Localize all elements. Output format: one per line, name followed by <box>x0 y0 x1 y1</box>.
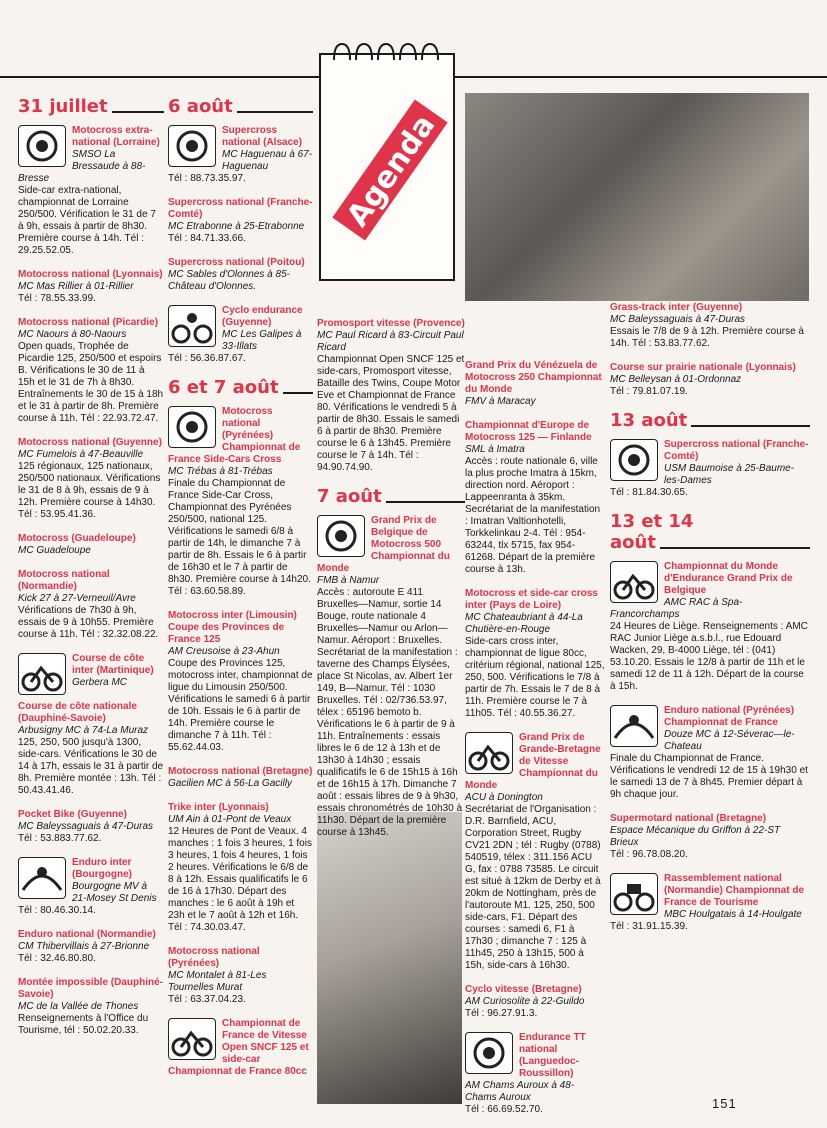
event-item <box>168 1018 313 1078</box>
event-description: Renseignements à l'Office du Tourisme, tél : 50.02.20.33. <box>18 1013 149 1036</box>
event-description: Tél : 66.69.52.70. <box>465 1104 543 1115</box>
event-organizer: ACU à Donington <box>465 792 543 803</box>
event-organizer: UM Ain à 01-Pont de Veaux <box>168 814 292 825</box>
event-title: Grand Prix de Belgique de Motocross 500 Championnat du Monde <box>317 515 450 574</box>
event-item <box>610 439 810 499</box>
event-organizer: FMB à Namur <box>317 575 380 586</box>
page-number: 151 <box>712 1096 737 1111</box>
event-organizer: Douze MC à 12-Séverac—le-Chateau <box>664 729 795 752</box>
event-organizer: Bourgogne MV à 21-Mosey St Denis <box>72 881 157 904</box>
enduro-rider-icon <box>18 857 66 899</box>
event-description: Side-cars cross inter, championnat de ligue 80cc, critérium régional, national 125, 250, 500. Vérifications le 7/8 à partir de 7h. Essais le 7 de 8 à 11h. Première course le 7 à 11h05. Tél : 40.55.36.27. <box>465 636 605 719</box>
event-item <box>168 125 313 185</box>
event-item <box>18 653 164 689</box>
event-description: Tél : 31.91.15.39. <box>610 921 688 932</box>
event-item <box>465 588 605 720</box>
event-organizer: CM Thibervillais à 27-Brionne <box>18 941 150 952</box>
event-item <box>465 984 605 1020</box>
event-description: Tél : 84.71.33.66. <box>168 233 246 244</box>
event-organizer: AM Chams Auroux à 48-Chams Auroux <box>465 1080 575 1103</box>
event-organizer: MC Les Galipes à 33-Illats <box>222 329 302 352</box>
event-title: Rassemblement national (Normandie) Championnat de France de Tourisme <box>664 873 805 908</box>
event-item <box>18 809 164 845</box>
event-description: Tél : 32.46.80.80. <box>18 953 96 964</box>
event-title: Course de côte nationale (Dauphiné-Savoie) <box>18 701 137 724</box>
event-description: Coupe des Provinces 125, motocross inter, championnat de ligue du Limousin 250/500. Vérifications le samedi 6 à partir de 10h. Essais le 6 à partir de 14h. Première course le dimanche 7 à 11h. Tél : 55.62.44.03. <box>168 658 313 753</box>
event-item <box>465 1032 605 1116</box>
event-title: Trike inter (Lyonnais) <box>168 802 269 813</box>
event-organizer: USM Baumoise à 25-Baume-les-Dames <box>664 463 795 486</box>
event-organizer: MC Haguenau à 67-Haguenau <box>222 149 313 172</box>
enduro-rider-icon <box>610 705 658 747</box>
event-organizer: Espace Mécanique du Griffon à 22-ST Brieux <box>610 825 781 848</box>
sport-bike-icon <box>18 653 66 695</box>
event-organizer: MC Trébas à 81-Trébas <box>168 466 273 477</box>
event-item <box>317 515 465 839</box>
event-description: Accès : route nationale 6, ville la plus proche Imatra à 15km, direction nord. Aéroport : Lappeenranta à 35km. Secrétariat de la manifestation : Imatran Valtionhotelli, Torkkelinkau 2-4. Tél : 954-63244, tlx 5715, fax 954-61268. Départ de la première course à 13h. <box>465 456 601 575</box>
event-title: Pocket Bike (Guyenne) <box>18 809 127 820</box>
event-description: Vérifications de 7h30 à 9h, essais de 9 à 10h55. Première course à 11h. Tél : 32.32.08.22. <box>18 605 159 640</box>
event-title: Supercross national (Poitou) <box>168 257 305 268</box>
motocross-helmet-icon <box>317 515 365 557</box>
event-title: Motocross national (Pyrénées) <box>168 946 260 969</box>
event-title: Motocross extra-national (Lorraine) <box>72 125 160 148</box>
event-item <box>610 561 810 693</box>
event-item <box>18 857 164 917</box>
event-item <box>168 197 313 245</box>
event-item <box>18 977 164 1037</box>
event-title: Supercross national (Franche-Comté) <box>168 197 313 220</box>
event-title: Course de côte inter (Martinique) <box>72 653 154 676</box>
event-title: Championnat de France de Vitesse Open SNCF 125 et side-car Championnat de France 80cc <box>168 1018 309 1077</box>
date-heading: 13 août <box>610 410 810 431</box>
date-heading: 6 août <box>168 96 313 117</box>
event-item <box>465 360 605 408</box>
agenda-notepad-icon <box>312 40 462 290</box>
event-description: Tél : 88.73.35.97. <box>168 173 246 184</box>
event-item <box>610 302 810 350</box>
event-item <box>610 362 810 398</box>
event-organizer: MC Sables d'Olonnes à 85-Château d'Olonnes. <box>168 269 290 292</box>
sport-bike-icon <box>168 1018 216 1060</box>
event-organizer: MC Montalet à 81-Les Tournelles Murat <box>168 970 267 993</box>
event-organizer: Gerbera MC <box>72 677 128 688</box>
event-organizer: MC Mas Rillier à 01-Rillier <box>18 281 134 292</box>
event-item <box>168 946 313 1006</box>
event-item <box>168 305 313 365</box>
event-title: Cyclo vitesse (Bretagne) <box>465 984 582 995</box>
event-item <box>168 257 313 293</box>
event-title: Course sur prairie nationale (Lyonnais) <box>610 362 796 373</box>
event-item <box>18 701 164 797</box>
event-organizer: AM Creusoise à 23-Ahun <box>168 646 280 657</box>
event-title: Enduro inter (Bourgogne) <box>72 857 132 880</box>
event-organizer: MC Belleysan à 01-Ordonnaz <box>610 374 742 385</box>
event-item <box>610 705 810 801</box>
event-description: Tél : 96.78.08.20. <box>610 849 688 860</box>
event-title: Grand Prix de Grande-Bretagne de Vitesse Championnat du Monde <box>465 732 601 791</box>
event-description: 24 Heures de Liège. Renseignements : AMC RAC Junior Liège a.s.b.l., rue Edouard Wacken, 29, B-4000 Liège, tél : (041) 53.10.20. Essais le 12/8 à partir de 11h et le samedi 12 de 11 à 12h. Départ de la course à 15h. <box>610 621 808 692</box>
event-description: Tél : 81.84.30.65. <box>610 487 688 498</box>
event-title: Promosport vitesse (Provence) <box>317 318 465 329</box>
event-description: Tél : 96.27.91.3. <box>465 1008 538 1019</box>
event-organizer: Gacilien MC à 56-La Gacilly <box>168 778 292 789</box>
event-title: Grass-track inter (Guyenne) <box>610 302 743 313</box>
date-heading: 6 et 7 août <box>168 377 313 398</box>
event-title: Motocross et side-car cross inter (Pays de Loire) <box>465 588 598 611</box>
event-item <box>18 437 164 521</box>
event-description: Open quads, Trophée de Picardie 125, 250/500 et espoirs B. Vérifications le 30 de 11 à 15h et le 31 de 7h à 8h30. Entraînements le 30 de 15 à 18h et le 31 à partir de 8h. Première course à 11h. Tél : 22.93.72.47. <box>18 341 164 424</box>
event-organizer: Arbusigny MC à 74-La Muraz <box>18 725 149 736</box>
event-organizer: MC de la Vallée de Thones <box>18 1001 139 1012</box>
motocross-helmet-icon <box>610 439 658 481</box>
event-title: Enduro national (Normandie) <box>18 929 156 940</box>
event-title: Grand Prix du Vénézuela de Motocross 250 Championnat du Monde <box>465 360 602 395</box>
event-description: Tél : 79.81.07.19. <box>610 386 688 397</box>
event-item <box>18 125 164 257</box>
event-description: Secrétariat de l'Organisation : D.R. Barnfield, ACU, Corporation Street, Rugby CV21 2DN ; tél : Rugby (0788) 540519, télex : 311.156 ACU G, fax : 0788 73585. Le circuit est situé à 12km de Derby et à 20km de Nottingham, près de l'autoroute M1. 125, 250, 500 side-cars, F1. Départ des courses : samedi 6, F1 à 17h30 ; dimanche 7 : 125 à 11h45, 250 à 13h15, 500 à 15h, side-cars à 16h30. <box>465 804 601 971</box>
column-1 <box>18 92 164 1049</box>
event-description: Accès : autoroute E 411 Bruxelles—Namur, sortie 14 Bouge, route nationale 4 Bruxelles—Namur ou Arlon—Namur. Aéroport : Bruxelles. Secrétariat de la manifestation : taverne des Champs Élysées, place St Nicolas, av. Albert 1er 149, B—Namur. Tél : 1030 Bruxelles. Tél : 02/736.53.97, télex : 65196 bemoto b. Vérifications le 6 à partir de 9 à 11h. Entraînements : essais libres le 6 de 12 à 13h et de 13h30 à 14h30 ; essais qualificatifs le 6 de 15h15 à 16h et de 16h15 à 17h. Dimanche 7 août : essais libres de 9 à 9h30, essais chronométrés de 10h30 à 11h30. Départ de la première course à 13h45. <box>317 587 463 838</box>
event-item <box>610 873 810 933</box>
sport-bike-icon <box>465 732 513 774</box>
event-title: Motocross (Guadeloupe) <box>18 533 136 544</box>
event-item <box>18 569 164 641</box>
event-organizer: MC Etrabonne à 25-Etrabonne <box>168 221 305 232</box>
event-organizer: MC Baleyssaguais à 47-Duras <box>18 821 154 832</box>
event-organizer: MC Naours à 80-Naours <box>18 329 127 340</box>
motocross-helmet-icon <box>465 1032 513 1074</box>
event-title: Motocross national (Lyonnais) <box>18 269 163 280</box>
event-item <box>168 406 313 598</box>
event-title: Cyclo endurance (Guyenne) <box>222 305 303 328</box>
event-organizer: AMC RAC à Spa-Francorchamps <box>610 597 743 620</box>
date-heading: 31 juillet <box>18 96 164 117</box>
column-5 <box>610 302 810 945</box>
event-organizer: MC Guadeloupe <box>18 545 91 556</box>
cyclo-rider-icon <box>168 305 216 347</box>
motocross-helmet-icon <box>18 125 66 167</box>
event-organizer: MC Fumelois à 47-Beauville <box>18 449 144 460</box>
event-description: 125, 250, 500 jusqu'à 1300, side-cars. Vérifications le 30 de 14 à 17h, essais le 31 à partir de 8h. Première montée : 13h. Tél : 50.43.41.46. <box>18 737 164 796</box>
event-description: 12 Heures de Pont de Veaux. 4 manches : 1 fois 3 heures, 1 fois 3 heures, 1 fois 4 heures, 1 fois 2 heures. Vérifications le 6/8 de 8 à 12h. Essais qualificatifs le 6 de 16 à 17h30. Départ des manches : le 6 août à 19h et 23h et le 7 août à 12h et 16h. Tél : 74.30.03.47. <box>168 826 312 933</box>
event-title: Motocross national (Normandie) <box>18 569 110 592</box>
event-title: Championnat d'Europe de Motocross 125 — Finlande <box>465 420 592 443</box>
event-title: Motocross national (Pyrénées) Championnat de France Side-Cars Cross <box>168 406 301 465</box>
event-item <box>168 610 313 754</box>
event-title: Motocross national (Bretagne) <box>168 766 313 777</box>
event-title: Supermotard national (Bretagne) <box>610 813 767 824</box>
event-description: Tél : 63.37.04.23. <box>168 994 246 1005</box>
event-description: Finale du Championnat de France Side-Car Cross, Championnat des Pyrénées 250/500, national 125. Vérifications le samedi 6/8 à partir de 14h, le dimanche 7 à partir de 8h. Essais le 6 à partir de 16h30 et le 7 à partir de 8h30. Première course à 14h20. Tél : 63.60.58.89. <box>168 478 311 597</box>
event-description: Finale du Championnat de France. Vérifications le vendredi 12 de 15 à 19h30 et le samedi 13 de 7 à 8h45. Premier départ à 9h chaque jour. <box>610 753 808 800</box>
event-title: Endurance TT national (Languedoc-Roussillon) <box>519 1032 586 1079</box>
event-organizer: SML à Imatra <box>465 444 525 455</box>
event-description: Tél : 80.46.30.14. <box>18 905 96 916</box>
event-organizer: MBC Houlgatais à 14-Houlgate <box>664 909 802 920</box>
event-description: 125 régionaux, 125 nationaux, 250/500 nationaux. Vérifications le 31 de 8 à 9h, essais de 9 à 12h. Première course à 14h30. Tél : 53.95.41.36. <box>18 461 161 520</box>
event-title: Motocross inter (Limousin) Coupe des Provinces de France 125 <box>168 610 297 645</box>
agenda-title: Agenda <box>340 108 443 234</box>
event-item <box>465 732 605 972</box>
event-item <box>18 929 164 965</box>
event-title: Motocross national (Picardie) <box>18 317 159 328</box>
event-item <box>610 813 810 861</box>
event-organizer: AM Curiosolite à 22-Guildo <box>465 996 585 1007</box>
date-heading: 13 et 14 août <box>610 511 810 553</box>
event-organizer: MC Baleyssaguais à 47-Duras <box>610 314 746 325</box>
event-description: Championnat Open SNCF 125 et side-cars, Promosport vitesse, Bataille des Twins, Coupe Motor Eve et Championnat de France 80. Vérifications le vendredi 5 à partir de 8h30. Essais le samedi 6 à partir de 8h30. Première course le 6 à 13h45. Première course le 7 à 14h. Tél : 94.90.74.90. <box>317 354 465 473</box>
event-description: Essais le 7/8 de 9 à 12h. Première course à 14h. Tél : 53.83.77.62. <box>610 326 804 349</box>
event-title: Enduro national (Pyrénées) Championnat de France <box>664 705 795 728</box>
event-item <box>18 317 164 425</box>
event-organizer: FMV à Maracay <box>465 396 536 407</box>
event-title: Championnat du Monde d'Endurance Grand Prix de Belgique <box>664 561 793 596</box>
event-item <box>168 802 313 934</box>
event-organizer: SMSO La Bressaude à 88-Bresse <box>18 149 146 184</box>
touring-rider-icon <box>610 873 658 915</box>
motocross-helmet-icon <box>168 125 216 167</box>
motocross-helmet-icon <box>168 406 216 448</box>
rider-portrait-photo <box>317 812 462 1104</box>
event-organizer: MC Paul Ricard à 83-Circuit Paul Ricard <box>317 330 464 353</box>
event-item <box>168 766 313 790</box>
event-item <box>18 269 164 305</box>
event-title: Supercross national (Franche-Comté) <box>664 439 809 462</box>
event-item <box>18 533 164 557</box>
column-4 <box>465 360 605 1128</box>
date-heading: 7 août <box>317 486 465 507</box>
event-item <box>317 318 465 474</box>
event-organizer: MC Chateaubriant à 44-La Chutière-en-Rouge <box>465 612 583 635</box>
event-item <box>465 420 605 576</box>
event-description: Tél : 78.55.33.99. <box>18 293 96 304</box>
sport-bike-icon <box>610 561 658 603</box>
column-3 <box>317 318 465 851</box>
event-title: Montée impossible (Dauphiné-Savoie) <box>18 977 164 1000</box>
event-description: Tél : 53.883.77.62. <box>18 833 102 844</box>
column-2 <box>168 92 313 1090</box>
event-title: Supercross national (Alsace) <box>222 125 303 148</box>
event-title: Motocross national (Guyenne) <box>18 437 162 448</box>
event-description: Tél : 56.36.87.67. <box>168 353 246 364</box>
motocross-riders-photo <box>465 93 809 301</box>
event-organizer: Kick 27 à 27-Verneuil/Avre <box>18 593 136 604</box>
event-description: Side-car extra-national, championnat de Lorraine 250/500. Vérification le 31 de 7 à 9h, essais à partir de 8h30. Première course à 14h. Tél : 29.25.52.05. <box>18 185 156 256</box>
